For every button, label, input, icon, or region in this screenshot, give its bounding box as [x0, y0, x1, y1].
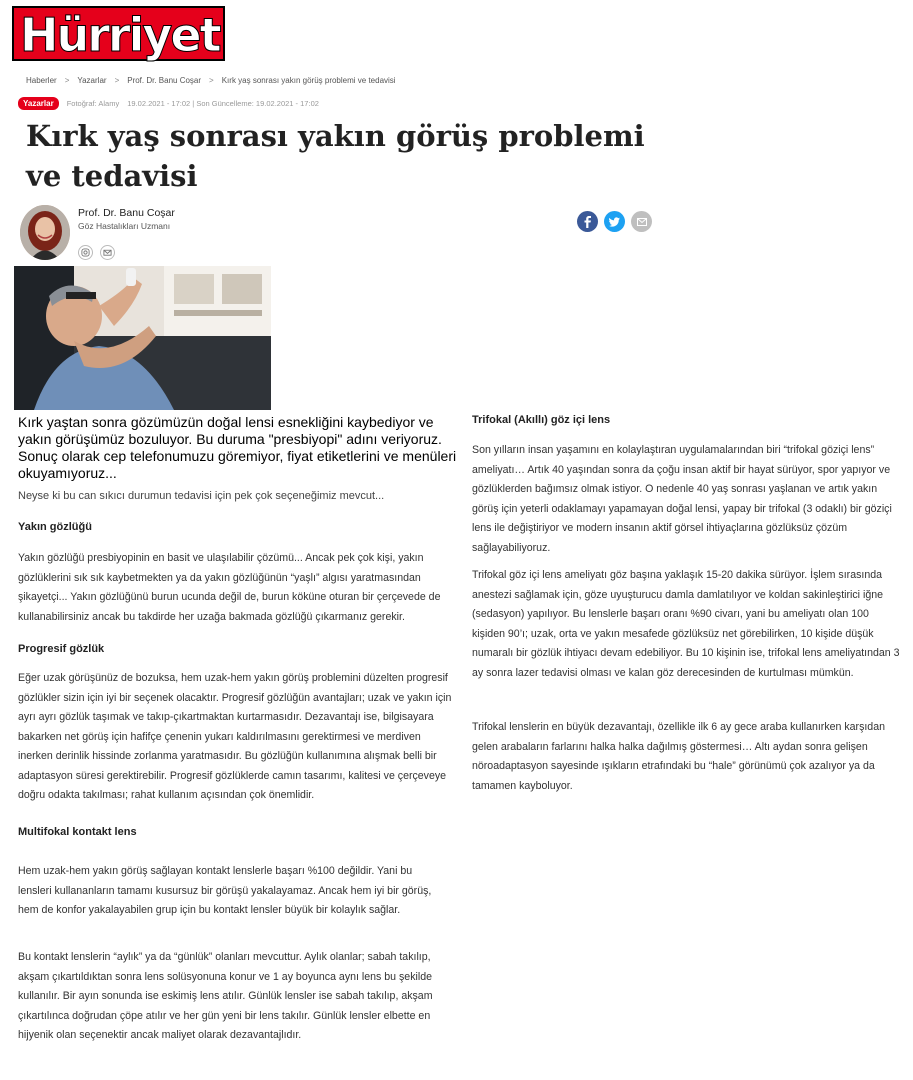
- twitter-icon[interactable]: [604, 211, 625, 232]
- breadcrumb-separator: >: [114, 76, 120, 85]
- logo-text: Hürriyet: [20, 8, 220, 62]
- article-photo: [14, 266, 271, 410]
- author-avatar[interactable]: [20, 205, 70, 260]
- article-meta: [18, 97, 319, 110]
- article-title: Kırk yaş sonrası yakın görüş problemi ve tedavisi: [26, 119, 645, 193]
- category-tag[interactable]: Yazarlar: [18, 97, 59, 110]
- paragraph: Son yılların insan yaşamını en kolaylaştıran uygulamalarından biri “trifokal göziçi lens” ameliyatı… Artık 40 yaşından sonra da çoğu insan aktif bir hayat sürüyor, spor yapıyor ve gözlüklerden bağımsız olmak istiyor. O nedenle 40 yaş sonrası yaşlanan ve artık yakın görüş için yeterli odaklamayı yapamayan doğal lensi, yapay bir trifokal (3 odaklı) bir göziçi lens ile değiştiriyor ve modern insanın aktif görsel ihtiyaçlarına gözlüksüz çözüm sağlayabiliyoruz.: [472, 444, 892, 554]
- breadcrumb-item-author[interactable]: Prof. Dr. Banu Coşar: [127, 76, 202, 85]
- section-heading-multifokal-kontakt-lens: Multifokal kontakt lens: [18, 826, 137, 838]
- breadcrumb-separator: >: [209, 76, 214, 85]
- article-subtitle: Neyse ki bu can sıkıcı durumun tedavisi için pek çok seçeneğimiz mevcut...: [18, 490, 385, 502]
- hurriyet-logo[interactable]: [12, 6, 225, 61]
- facebook-icon[interactable]: [577, 211, 598, 232]
- section-heading-progresif-gozluk: Progresif gözlük: [18, 643, 105, 655]
- author-role: Göz Hastalıkları Uzmanı: [78, 221, 171, 231]
- article-lead: Kırk yaştan sonra gözümüzün doğal lensi esnekliğini kaybediyor ve yakın görüşümüz bozuluyor. Bu duruma "presbiyopi" adını veriyoruz. Sonuç olarak cep telefonumuzu göremiyor, fiyat etiketlerini ve menüleri okuyamıyoruz...: [18, 414, 457, 481]
- paragraph: Eğer uzak görüşünüz de bozuksa, hem uzak-hem yakın görüş problemini düzelten progresif gözlükler sizin için iyi bir seçenek olacaktır. Progresif gözlüğün avantajları; uzak ve yakın için ayrı ayrı gözlük taşımak ve takıp-çıkartmaktan kurtarmasıdır. Dezavantajı ise, bilgisayara bakarken net görüş için hafifçe çenenin yukarı kaldırılmasını gerektirmesi ve merdiven inerken derinlik hissinde zorlanma yaratmasıdır. Bu gözlüğün kullanımına alışmak belli bir adaptasyon süresi gerektirebilir. Progresif gözlüklerde camın tasarımı, kalitesi ve çerçeveye doğru odakta takılması; rahat kullanım açısından çok önemlidir.: [18, 672, 452, 801]
- paragraph: Bu kontakt lenslerin “aylık” ya da “günlük” olanları mevcuttur. Aylık olanlar; sabah takılıp, akşam çıkartıldıktan sonra lens solüsyonuna konur ve 1 ay boyunca aynı lens bu şekilde kullanılır. Bir ayın sonunda ise eskimiş lens atılır. Günlük lensler ise sabah takılıp, akşam çıkartılınca doğrudan çöpe atılır ve her gün yeni bir lens takılır. Günlük lensler elbette en hijyenik olan seçenektir ancak maliyet olarak dezavantajlıdır.: [18, 951, 433, 1041]
- breadcrumb-item-haberler[interactable]: Haberler: [26, 76, 57, 85]
- section-heading-trifokal-lens: Trifokal (Akıllı) göz içi lens: [472, 414, 611, 426]
- paragraph: Yakın gözlüğü presbiyopinin en basit ve ulaşılabilir çözümü... Ancak pek çok kişi, yakın gözlüklerini sık sık kaybetmekten ya da yakın gözlüğünün “yaşlı” algısı yaratmasından şikayetçi... Yakın gözlüğünü burun ucunda değil de, burun köküne oturan bir çerçevede de kullanabilirsiniz ancak bu takdirde her uzağa bakmada gözlüğü çıkarmanız gerekir.: [18, 552, 441, 623]
- publish-dates: 19.02.2021 - 17:02 | Son Güncelleme: 19.02.2021 - 17:02: [127, 99, 319, 108]
- breadcrumb: [26, 76, 396, 85]
- breadcrumb-item-yazarlar[interactable]: Yazarlar: [77, 76, 107, 85]
- paragraph: Hem uzak-hem yakın görüş sağlayan kontakt lenslerle başarı %100 değildir. Yani bu lensleri kullananların tamamı kusursuz bir görüşü yakalayamaz. Ancak hem iyi bir görüş, hem de konfor yakalayabilen grup için bu kontakt lensler büyük bir kolaylık sağlar.: [18, 865, 432, 916]
- instagram-icon[interactable]: [78, 245, 93, 260]
- section-heading-yakin-gozlugu: Yakın gözlüğü: [18, 521, 92, 533]
- author-name[interactable]: Prof. Dr. Banu Coşar: [78, 207, 175, 219]
- breadcrumb-separator: >: [64, 76, 70, 85]
- paragraph: Trifokal göz içi lens ameliyatı göz başına yaklaşık 15-20 dakika sürüyor. İşlem sırasında anestezi sağlamak için, göze uyuşturucu damla damlatılıyor ve koldan sakinleştirici iğne (sedasyon) yapılıyor. Bu lenslerle başarı oranı %90 civarı, yani bu ameliyatı olan 100 kişiden 90’ı; uzak, orta ve yakın mesafede gözlüksüz net görebilirken, 10 kişide düşük numaralı bir gözlük ihtiyacı devam edebiliyor. Bu 10 kişinin ise, trifokal lens ameliyatından 3 ay sonra lazer tedavisi olması ve kalan göz derecesinden de kurtulması mümkün.: [472, 569, 900, 679]
- photo-credit: Fotoğraf: Alamy: [66, 99, 120, 108]
- breadcrumb-item-current: Kırk yaş sonrası yakın görüş problemi ve tedavisi: [221, 76, 396, 85]
- paragraph: Trifokal lenslerin en büyük dezavantajı, özellikle ilk 6 ay gece araba kullanırken karşıdan gelen arabaların farlarını halka halka dağılmış göstermesi… Altı aydan sonra gelişen nöroadaptasyon sayesinde ışıkların etrafındaki bu “hale” görünümü çok azalıyor ya da tamamen kayboluyor.: [472, 721, 885, 792]
- email-icon[interactable]: [100, 245, 115, 260]
- email-icon[interactable]: [631, 211, 652, 232]
